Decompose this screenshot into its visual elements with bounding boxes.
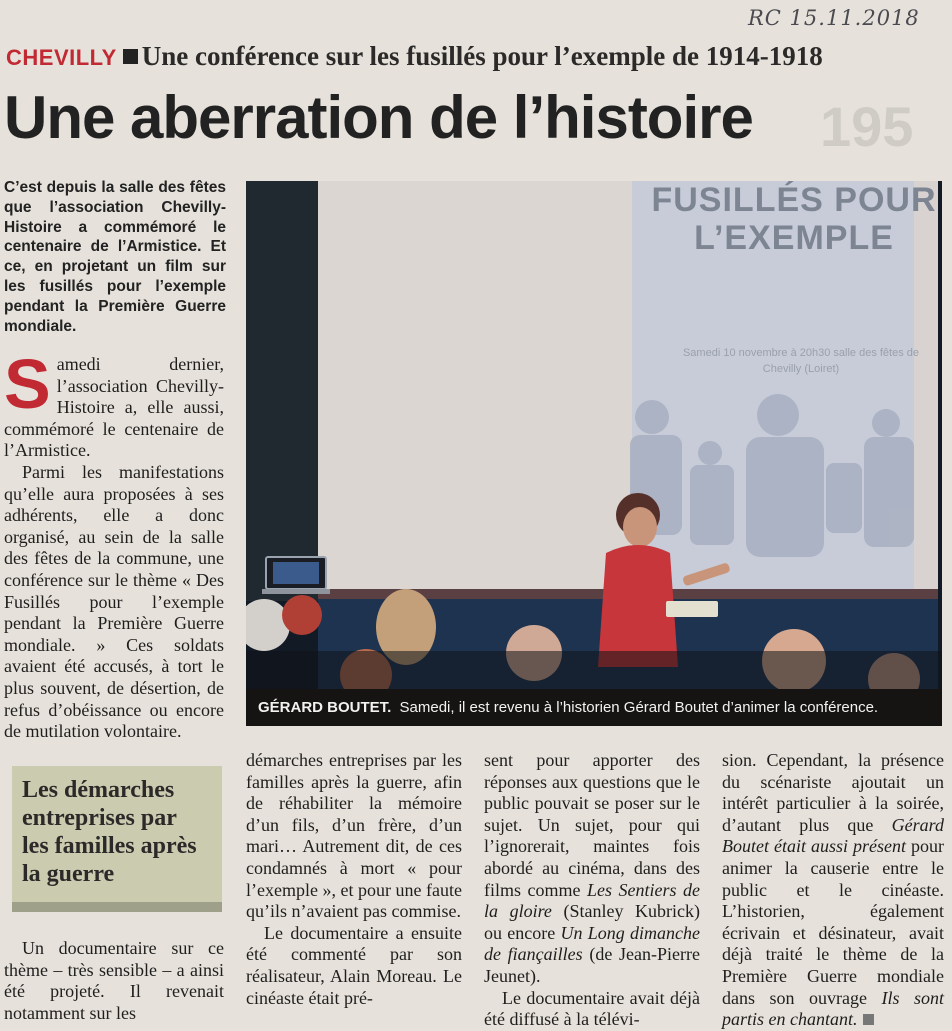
paragraph-8-start: sion. Cependant, la présence du scénariste ajoutait un intérêt particulier à la soirée, d’autant plus que <box>722 750 944 835</box>
paragraph-8-mid: pour animer la causerie entre le public et le cinéaste. L’historien, également écrivain et désinateur, avait déjà traité le thème de la Première Guerre mondiale dans son ouvrage <box>722 836 945 1008</box>
caption-credit: GÉRARD BOUTET. <box>258 699 392 716</box>
paragraph-1 <box>4 345 224 462</box>
photo-caption <box>246 689 942 726</box>
paragraph-6-text: sent pour apporter des réponses aux questions que le public pouvait se poser sur le sujet. Un sujet, pour qui l’ignorerait, maintes fois abordé au cinéma, dans des films comme <box>484 750 700 900</box>
pull-quote-text: Les démarches entreprises par les familles après la guerre <box>22 777 197 887</box>
pull-quote <box>12 766 222 912</box>
caption-text: Samedi, il est revenu à l’historien Gérard Boutet d’animer la conférence. <box>399 699 879 716</box>
paragraph-2: Parmi les manifestations qu’elle aura proposées à ses adhérents, elle a donc organisé, au sein de la salle des fêtes de la commune, une conférence sur le thème « Des Fusillés pour l’exemple pendant la Première Guerre mondiale. » Ces soldats avaient été accusés, à tort le plus souvent, de désertion, de refus d’obéissance ou encore de mutilation volontaire. <box>4 461 224 742</box>
body-column-1-bottom <box>4 938 224 1024</box>
film-title-1: Les Sentiers de la gloire <box>484 879 701 922</box>
drop-cap: S <box>4 345 51 423</box>
end-mark-icon <box>863 1014 874 1025</box>
body-column-4 <box>722 750 944 1031</box>
article-photo <box>246 181 942 726</box>
article-lead: C’est depuis la salle des fêtes que l’association Chevilly-Histoire a commémoré le centenaire de l’Armistice. Et ce, en projetant un film sur les fusillés pour l’exemple pendant la Première Guerre mondiale. <box>4 179 226 335</box>
bleed-through-text: 195 <box>820 95 914 158</box>
paragraph-8-name: Gérard Boutet était aussi présent <box>722 814 944 857</box>
body-column-1 <box>4 345 224 743</box>
body-column-2 <box>246 750 462 1009</box>
paragraph-6-mid: (Stanley Kubrick) ou encore <box>484 901 700 943</box>
paragraph-5: Le documentaire a ensuite été commenté par son réalisateur, Alain Moreau. Le cinéaste était pré- <box>246 922 462 1008</box>
film-title-2: Un Long dimanche de fiançailles <box>484 922 701 965</box>
kicker-place: CHEVILLY <box>6 45 117 70</box>
paragraph-4: démarches entreprises par les familles après la guerre, afin de réhabiliter la mémoire d’un fils, d’un frère, d’un mari… Autrement dit, de ces condamnés à mort « pour l’exemple », et pour une faute qu’ils n’avaient pas commise. <box>246 750 462 922</box>
headline: Une aberration de l’histoire <box>4 84 753 151</box>
paragraph-6-end: (de Jean-Pierre Jeunet). <box>484 944 700 986</box>
book-title: Ils sont partis en chantant. <box>722 987 944 1030</box>
screen-title: FUSILLÉS POUR L’EXEMPLE <box>651 181 937 257</box>
pull-quote-bar <box>12 902 222 912</box>
photo-illustration <box>246 181 942 726</box>
body-column-3 <box>484 750 700 1031</box>
paragraph-6 <box>484 750 700 988</box>
paragraph-7: Le documentaire avait déjà été diffusé à la télévi- <box>484 987 700 1030</box>
paragraph-8 <box>722 750 944 1031</box>
kicker-square-icon <box>123 49 138 64</box>
article-kicker <box>6 40 946 74</box>
paragraph-1-text: amedi dernier, l’association Chevilly-Histoire a, elle aussi, commémoré le centenaire de l’Armistice. <box>4 354 224 461</box>
screen-date: Samedi 10 novembre à 20h30 salle des fêtes de Chevilly (Loiret) <box>682 347 920 375</box>
kicker-subtitle: Une conférence sur les fusillés pour l’exemple de 1914-1918 <box>141 41 823 71</box>
handwritten-date-note: RC 15.11.2018 <box>748 6 920 30</box>
paragraph-3: Un documentaire sur ce thème – très sensible – a ainsi été projeté. Il revenait notamment sur les <box>4 938 224 1023</box>
